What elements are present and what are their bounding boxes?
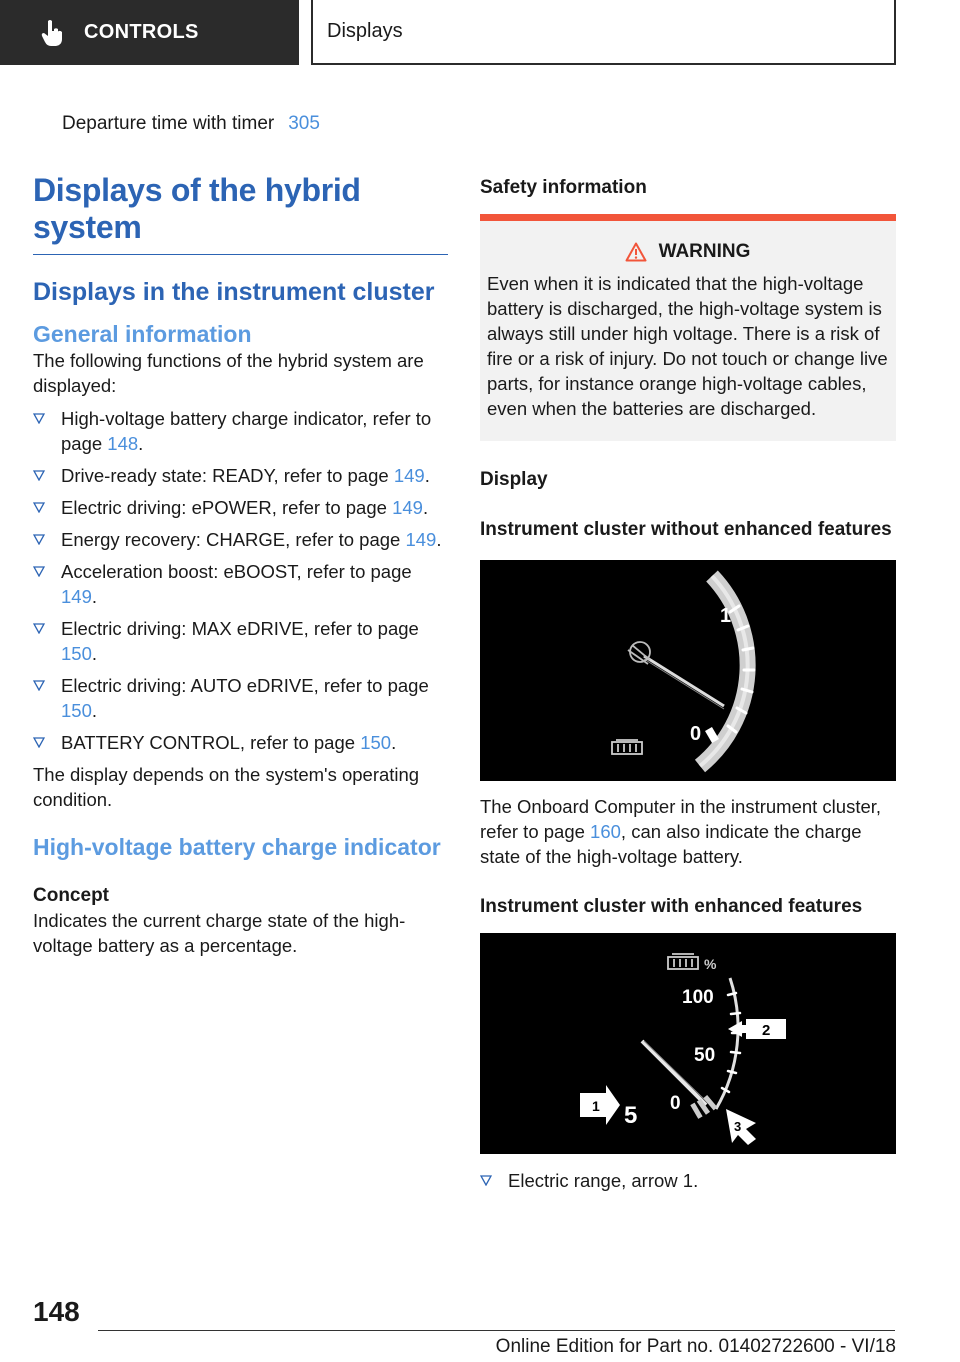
list-item: Acceleration boost: eBOOST, refer to page 149. [33,559,448,609]
warning-label: WARNING [658,241,751,262]
gauge1-label-one: 1 [720,605,732,627]
page-link[interactable]: 149 [61,586,92,607]
list-item: Electric range, arrow 1. [480,1168,896,1193]
right-column [480,172,896,1200]
triangle-bullet-icon [33,680,45,691]
triangle-bullet-icon [33,737,45,748]
page-title: Displays of the hybrid system [33,172,448,255]
depends-text: The display depends on the system's operating condition. [33,764,420,810]
list-item: Electric driving: AUTO eDRIVE, refer to page 150. [33,673,448,723]
list-item: Energy recovery: CHARGE, refer to page 149. [33,527,448,552]
battery-percent-icon [668,954,698,969]
page-link[interactable]: 150 [360,732,392,753]
page-link[interactable]: 160 [590,821,621,842]
gauge2-label-0: 0 [670,1093,681,1114]
arrow-3-label: 3 [734,1119,742,1134]
gauge-image-basic [480,560,896,781]
triangle-bullet-icon [33,566,45,577]
heading-concept: Concept [33,885,109,906]
triangle-bullet-icon [33,534,45,545]
arrow-1-icon [580,1085,620,1125]
section-tab-label: CONTROLS [84,21,199,43]
gauge1-label-zero: 0 [690,723,702,745]
heading-safety-information: Safety information [480,177,647,198]
warning-triangle-icon [625,242,647,262]
gauge-enhanced-illustration [480,933,896,1154]
crossref-departure-timer [62,113,320,135]
heading-general-information: General information [33,321,252,347]
chapter-tab-displays[interactable] [311,0,896,65]
heading-without-enhanced: Instrument cluster without enhanced features [480,519,892,540]
heading-hv-charge-indicator: High-voltage battery charge indicator [33,834,441,860]
triangle-bullet-icon [33,623,45,634]
charge-bar-segments [690,1095,717,1119]
list-item: Electric driving: MAX eDRIVE, refer to page 150. [33,616,448,666]
gauge-image-enhanced [480,933,896,1154]
triangle-bullet-icon [33,470,45,481]
electric-range-value: 5 [624,1102,638,1129]
page-link[interactable]: 148 [107,433,139,454]
electric-range-list [480,1168,896,1193]
triangle-bullet-icon [33,413,45,424]
list-item: BATTERY CONTROL, refer to page 150. [33,730,448,755]
onboard-text: The Onboard Computer in the instrument cluster, refer to page 160, can also indicate the charge state of the high-voltage battery. [480,796,882,867]
function-list [33,406,448,755]
page-link[interactable]: 149 [392,497,423,518]
triangle-bullet-icon [480,1175,492,1186]
page-link[interactable]: 150 [61,643,92,664]
page-link[interactable]: 149 [405,529,437,550]
left-column [33,172,448,958]
arrow-1-label: 1 [592,1098,600,1114]
footer-divider [98,1330,895,1331]
page-number: 148 [33,1296,80,1327]
concept-text: Indicates the current charge state of the high-voltage battery as a percentage. [33,910,406,956]
list-item: Drive-ready state: READY, refer to page 149. [33,463,448,488]
section-tab-controls[interactable] [0,0,299,65]
battery-icon [612,740,642,754]
warning-box [480,221,896,441]
list-item: Electric driving: ePOWER, refer to page 149. [33,495,448,520]
gauge-basic-illustration [480,560,896,781]
hand-pointer-icon [40,18,66,48]
gauge2-label-50: 50 [694,1045,716,1066]
page-link[interactable]: 150 [61,700,92,721]
footer-edition: Online Edition for Part no. 01402722600 - VI/18 [495,1336,896,1357]
warning-bar [480,214,896,221]
arrow-2-label: 2 [762,1022,771,1039]
crossref-page-link[interactable]: 305 [288,113,320,134]
warning-header [487,241,888,263]
chapter-tab-label: Displays [327,20,403,42]
crossref-text: Departure time with timer [62,113,275,134]
general-intro: The following functions of the hybrid system are displayed: [33,350,424,396]
list-item: High-voltage battery charge indicator, refer to page 148. [33,406,448,456]
triangle-bullet-icon [33,502,45,513]
gauge2-percent: % [704,956,717,972]
gauge2-label-100: 100 [682,987,714,1008]
warning-text: Even when it is indicated that the high-voltage battery is discharged, the high-voltage system is always still under high voltage. There is a risk of fire or a risk of injury. Do not touch or change live parts, for instance orange high-voltage cables, even when the batteries are discharged. [487,273,888,419]
page-link[interactable]: 149 [393,465,425,486]
heading-display: Display [480,469,548,490]
subtitle-instrument-cluster: Displays in the instrument cluster [33,278,435,306]
heading-with-enhanced: Instrument cluster with enhanced features [480,896,863,917]
